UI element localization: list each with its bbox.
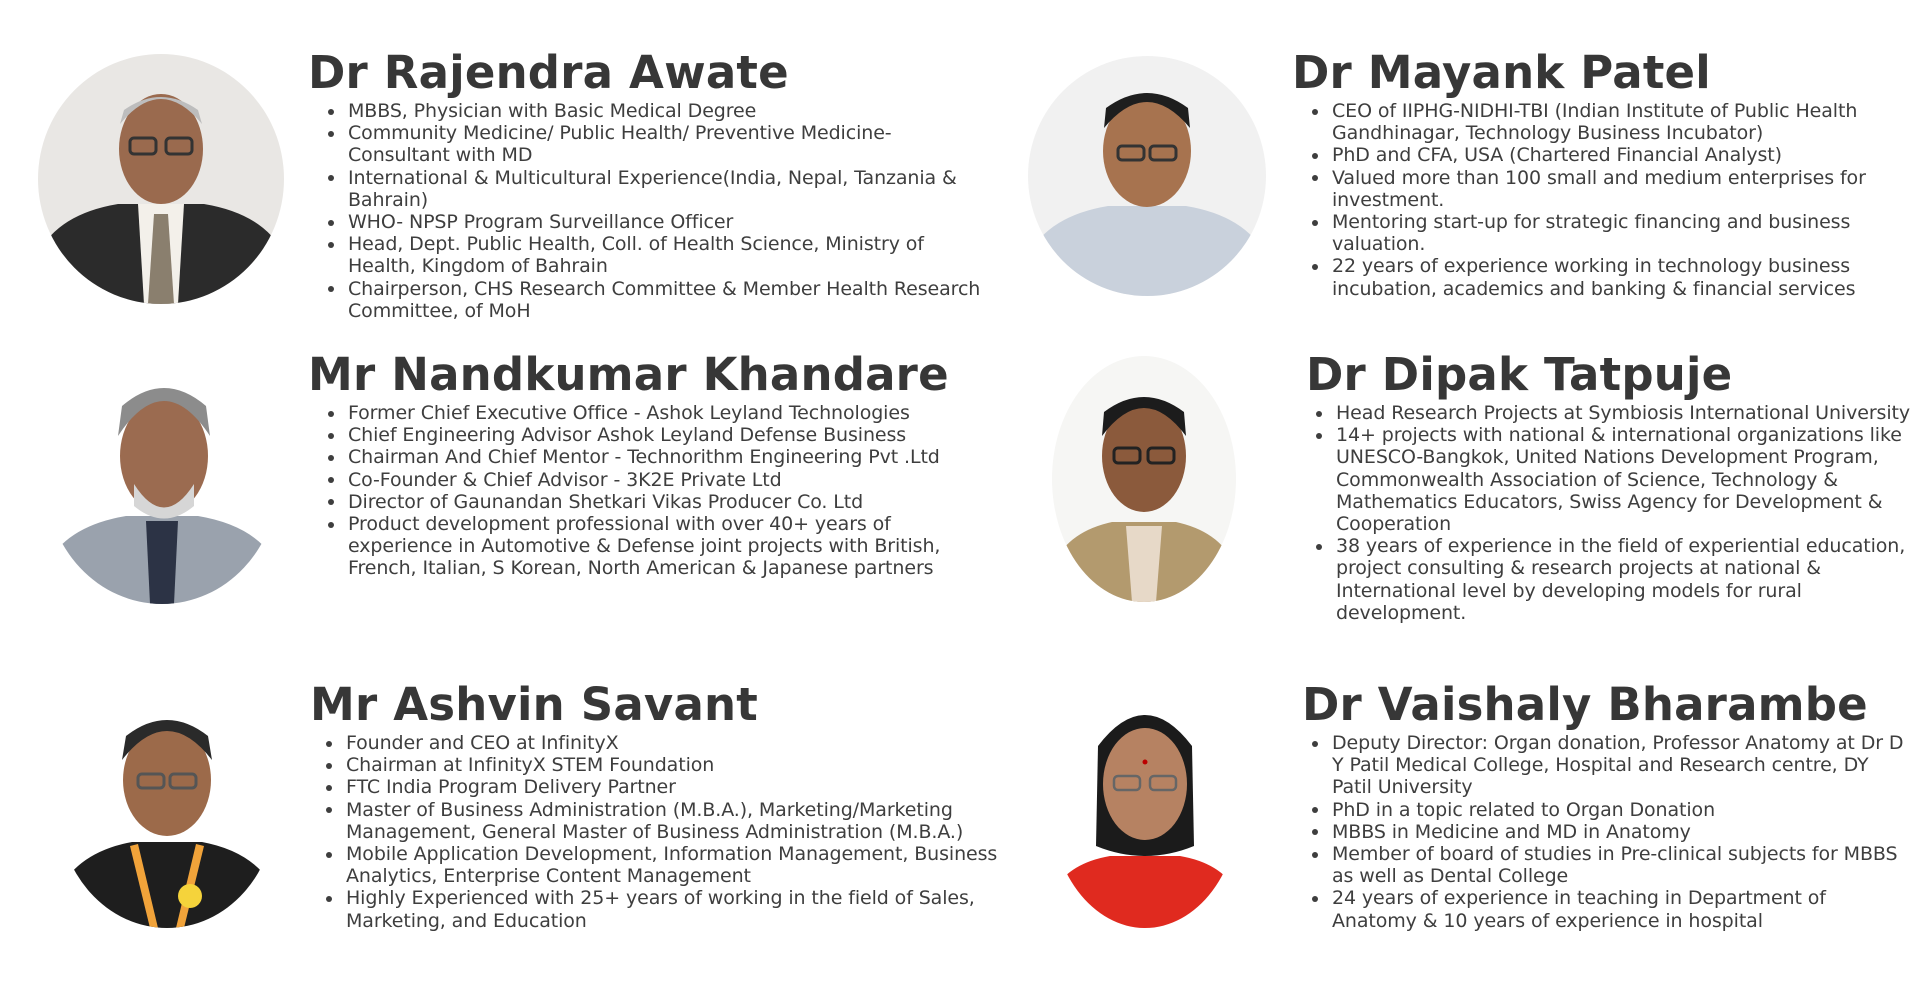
- list-item: Product development professional with over 40+ years of experience in Automotive & Defense joint projects with British, French, Italian, S Korean, North American & Japanese partners: [348, 513, 988, 580]
- list-item: Valued more than 100 small and medium enterprises for investment.: [1332, 167, 1912, 211]
- portrait-photo-icon: [46, 356, 278, 604]
- list-item: PhD in a topic related to Organ Donation: [1332, 799, 1912, 821]
- credentials-list: [1292, 100, 1912, 300]
- person-name: Mr Nandkumar Khandare: [308, 348, 949, 401]
- list-item: FTC India Program Delivery Partner: [346, 776, 1000, 798]
- list-item: Director of Gaunandan Shetkari Vikas Producer Co. Ltd: [348, 491, 988, 513]
- portrait-photo-icon: [1028, 56, 1266, 296]
- list-item: Community Medicine/ Public Health/ Preventive Medicine- Consultant with MD: [348, 122, 988, 166]
- list-item: MBBS in Medicine and MD in Anatomy: [1332, 821, 1912, 843]
- list-item: Founder and CEO at InfinityX: [346, 732, 1000, 754]
- list-item: Highly Experienced with 25+ years of working in the field of Sales, Marketing, and Education: [346, 887, 1000, 931]
- list-item: 14+ projects with national & international organizations like UNESCO-Bangkok, United Nations Development Program, Commonwealth Association of Science, Technology & Mathematics Educators, Swiss Agency for Development & Cooperation: [1336, 424, 1912, 535]
- credentials-list: [308, 100, 988, 322]
- list-item: Co-Founder & Chief Advisor - 3K2E Private Ltd: [348, 469, 988, 491]
- list-item: Chief Engineering Advisor Ashok Leyland Defense Business: [348, 424, 988, 446]
- list-item: Master of Business Administration (M.B.A.), Marketing/Marketing Management, General Master of Business Administration (M.B.A.): [346, 799, 1000, 843]
- profile-mayank-patel: [1292, 48, 1912, 300]
- list-item: 38 years of experience in the field of experiential education, project consulting & research projects at national & International level by developing models for rural development.: [1336, 535, 1912, 624]
- avatar-dipak-tatpuje: [1052, 356, 1236, 602]
- list-item: Chairperson, CHS Research Committee & Member Health Research Committee, of MoH: [348, 278, 988, 322]
- profile-nandkumar-khandare: [308, 350, 988, 580]
- list-item: Chairman at InfinityX STEM Foundation: [346, 754, 1000, 776]
- person-name: Dr Dipak Tatpuje: [1306, 348, 1733, 401]
- list-item: Former Chief Executive Office - Ashok Leyland Technologies: [348, 402, 988, 424]
- credentials-list: [310, 732, 1000, 932]
- list-item: PhD and CFA, USA (Chartered Financial Analyst): [1332, 144, 1912, 166]
- avatar-mayank-patel: [1028, 56, 1266, 296]
- credentials-list: [308, 402, 988, 580]
- list-item: International & Multicultural Experience(India, Nepal, Tanzania & Bahrain): [348, 167, 988, 211]
- list-item: 24 years of experience in teaching in Department of Anatomy & 10 years of experience in hospital: [1332, 887, 1912, 931]
- list-item: CEO of IIPHG-NIDHI-TBI (Indian Institute of Public Health Gandhinagar, Technology Business Incubator): [1332, 100, 1912, 144]
- person-name: Mr Ashvin Savant: [310, 678, 758, 731]
- list-item: MBBS, Physician with Basic Medical Degree: [348, 100, 988, 122]
- person-name: Dr Vaishaly Bharambe: [1302, 678, 1868, 731]
- person-name: Dr Rajendra Awate: [308, 46, 789, 99]
- profile-dipak-tatpuje: [1306, 350, 1912, 624]
- profile-vaishaly-bharambe: [1302, 680, 1912, 932]
- avatar-rajendra-awate: [38, 54, 284, 304]
- list-item: Chairman And Chief Mentor - Technorithm Engineering Pvt .Ltd: [348, 446, 988, 468]
- avatar-nandkumar-khandare: [46, 356, 278, 604]
- portrait-photo-icon: [1050, 676, 1240, 928]
- list-item: WHO- NPSP Program Surveillance Officer: [348, 211, 988, 233]
- list-item: 22 years of experience working in technology business incubation, academics and banking & financial services: [1332, 255, 1912, 299]
- person-name: Dr Mayank Patel: [1292, 46, 1711, 99]
- credentials-list: [1306, 402, 1912, 624]
- profile-rajendra-awate: [308, 48, 988, 322]
- portrait-photo-icon: [38, 54, 284, 304]
- list-item: Mentoring start-up for strategic financing and business valuation.: [1332, 211, 1912, 255]
- list-item: Head Research Projects at Symbiosis International University: [1336, 402, 1911, 424]
- list-item: Mobile Application Development, Information Management, Business Analytics, Enterprise Content Management: [346, 843, 1000, 887]
- list-item: Member of board of studies in Pre-clinical subjects for MBBS as well as Dental College: [1332, 843, 1912, 887]
- list-item: Deputy Director: Organ donation, Professor Anatomy at Dr D Y Patil Medical College, Hospital and Research centre, DY Patil University: [1332, 732, 1912, 799]
- profile-ashvin-savant: [310, 680, 1000, 932]
- avatar-vaishaly-bharambe: [1050, 676, 1240, 928]
- list-item: Head, Dept. Public Health, Coll. of Health Science, Ministry of Health, Kingdom of Bahrain: [348, 233, 988, 277]
- credentials-list: [1302, 732, 1912, 932]
- portrait-photo-icon: [58, 684, 276, 928]
- portrait-photo-icon: [1052, 356, 1236, 602]
- avatar-ashvin-savant: [58, 684, 276, 928]
